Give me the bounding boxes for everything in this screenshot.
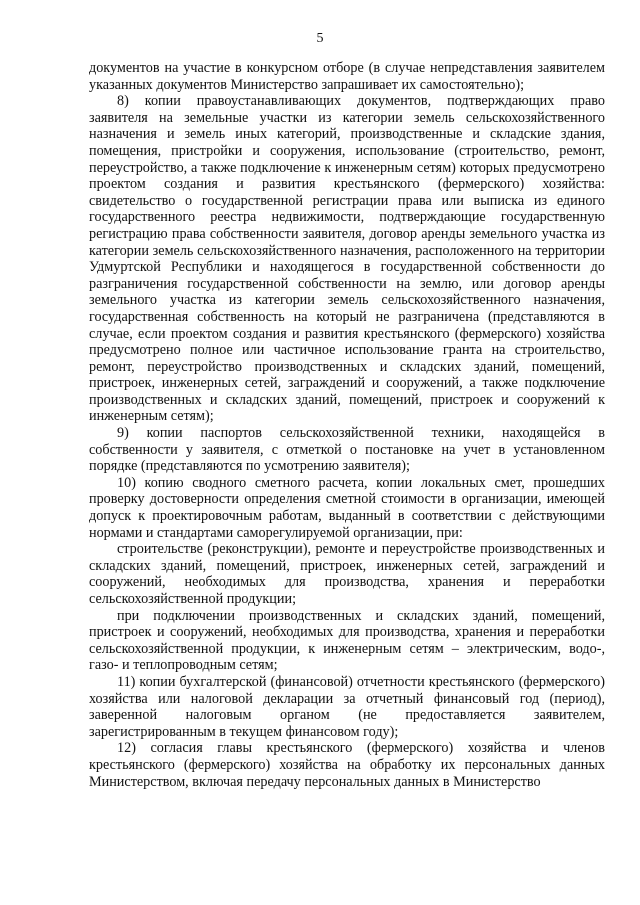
paragraph-continuation: документов на участие в конкурсном отборе (в случае непредставления заявителем указанных документов Министерство запрашивает их самостоятельно); [89, 60, 605, 93]
document-body [89, 60, 605, 790]
paragraph-item-9: 9) копии паспортов сельскохозяйственной техники, находящейся в собственности у заявителя, с отметкой о постановке на учет в установленном порядке (представляются по усмотрению заявителя); [89, 425, 605, 475]
paragraph-item-10-construction: строительстве (реконструкции), ремонте и переустройстве производственных и складских зданий, помещений, пристроек, инженерных сетей, заграждений и сооружений, необходимых для производства, хранения и переработки сельскохозяйственной продукции; [89, 541, 605, 607]
paragraph-item-12: 12) согласия главы крестьянского (фермерского) хозяйства и членов крестьянского (фермерского) хозяйства на обработку их персональных данных Министерством, включая передачу персональных данных в Министерство [89, 740, 605, 790]
paragraph-item-8: 8) копии правоустанавливающих документов, подтверждающих право заявителя на земельные участки из категории земель сельскохозяйственного назначения и земель иных категорий, производственные и складские здания, помещения, пристройки и сооружения, использование (строительство, ремонт, переустройство, а также подключение к инженерным сетям) которых предусмотрено проектом создания и развития крестьянского (фермерского) хозяйства: свидетельство о государственной регистрации права или выписка из единого государственного реестра недвижимости, подтверждающие государственную регистрацию права собственности заявителя, договор аренды земельного участка из категории земель сельскохозяйственного назначения, расположенного на территории Удмуртской Республики и находящегося в государственной собственности до разграничения государственной собственности на землю, или договор аренды земельного участка из категории земель сельскохозяйственного назначения, государственная собственность на который не разграничена (представляются в случае, если проектом создания и развития крестьянского (фермерского) хозяйства предусмотрено полное или частичное использование гранта на строительство, ремонт, переустройство производственных и складских зданий, помещений, пристроек, инженерных сетей, заграждений и сооружений, а также подключение производственных и складских зданий, помещений, пристроек и сооружений к инженерным сетям); [89, 93, 605, 425]
paragraph-item-10-connection: при подключении производственных и складских зданий, помещений, пристроек и сооружений, необходимых для производства, хранения и переработки сельскохозяйственной продукции, к инженерным сетям – электрическим, водо-, газо- и теплопроводным сетям; [89, 607, 605, 674]
paragraph-item-10: 10) копию сводного сметного расчета, копии локальных смет, прошедших проверку достоверности определения сметной стоимости в организации, имеющей допуск к проектировочным работам, выданный в соответствии с действующими нормами и стандартами саморегулируемой организации, при: [89, 474, 605, 541]
paragraph-item-11: 11) копии бухгалтерской (финансовой) отчетности крестьянского (фермерского) хозяйства или налоговой декларации за отчетный финансовый год (период), заверенной налоговым органом (не предоставляется заявителем, зарегистрированным в текущем финансовом году); [89, 673, 605, 740]
page-number: 5 [316, 31, 324, 46]
